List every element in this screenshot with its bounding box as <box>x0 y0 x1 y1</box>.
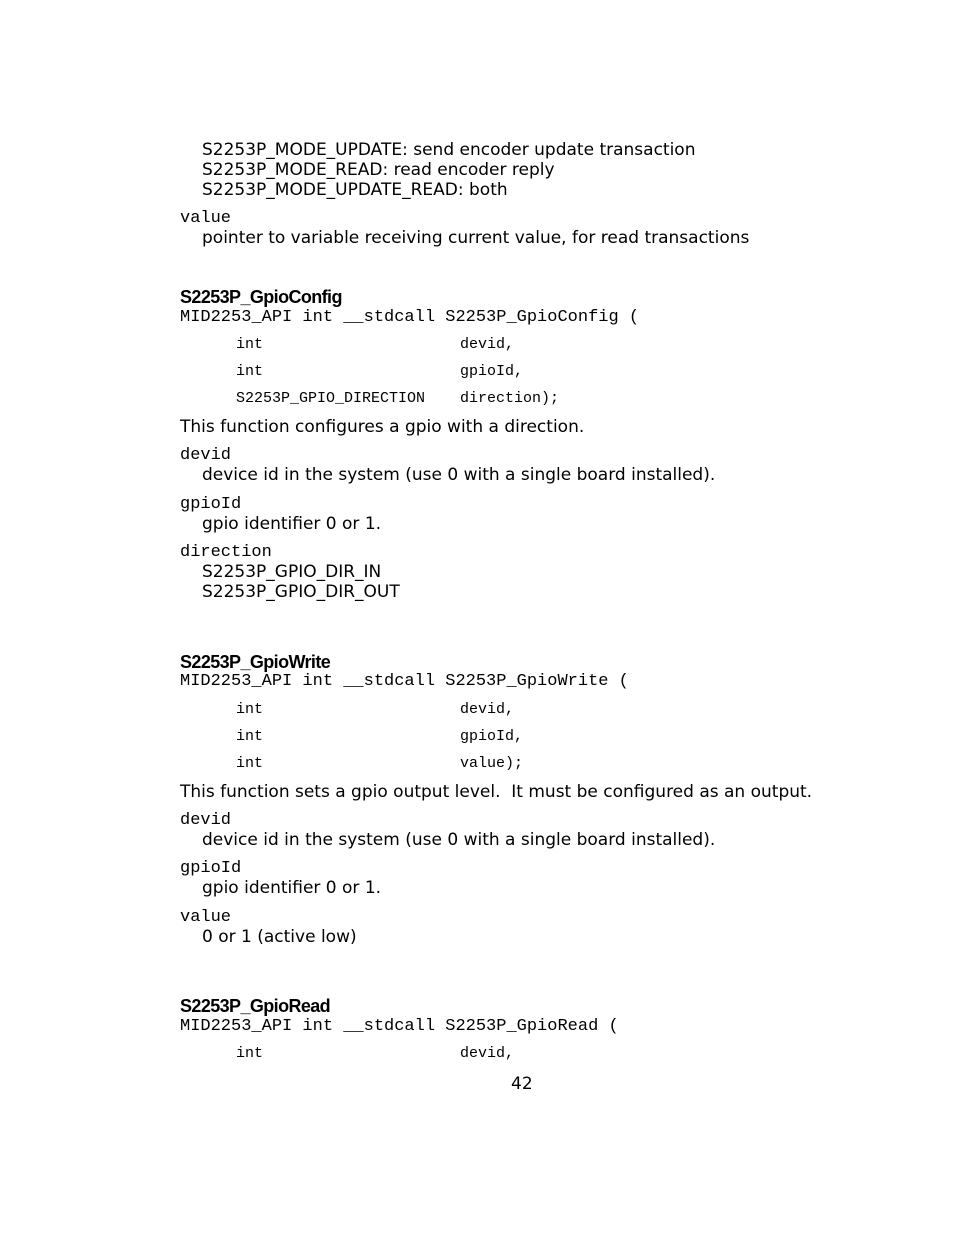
param-description: device id in the system (use 0 with a single board installed). <box>202 830 716 850</box>
arg-type: int <box>236 755 264 772</box>
arg-type: int <box>236 363 264 380</box>
function-heading: S2253P_GpioConfig <box>180 287 342 307</box>
arg-name: gpioId, <box>460 728 524 745</box>
function-heading: S2253P_GpioRead <box>180 996 331 1016</box>
function-signature: MID2253_API int __stdcall S2253P_GpioRead ( <box>180 1017 619 1036</box>
function-signature: MID2253_API int __stdcall S2253P_GpioWrite ( <box>180 672 629 691</box>
arg-type: int <box>236 701 264 718</box>
param-description: 0 or 1 (active low) <box>202 927 357 947</box>
param-name: gpioId <box>180 859 242 878</box>
param-name: value <box>180 908 232 927</box>
function-description: This function sets a gpio output level. It must be configured as an output. <box>180 782 813 802</box>
param-name: devid <box>180 811 232 830</box>
param-name: direction <box>180 543 272 562</box>
mode-item: S2253P_MODE_UPDATE: send encoder update transaction <box>202 140 696 160</box>
function-description: This function configures a gpio with a direction. <box>180 417 585 437</box>
param-description: S2253P_GPIO_DIR_OUT <box>202 582 400 602</box>
param-name: value <box>180 209 232 228</box>
param-description: gpio identifier 0 or 1. <box>202 878 382 898</box>
param-description: S2253P_GPIO_DIR_IN <box>202 562 382 582</box>
param-description: gpio identifier 0 or 1. <box>202 514 382 534</box>
param-name: devid <box>180 446 232 465</box>
param-description: pointer to variable receiving current value, for read transactions <box>202 228 750 248</box>
arg-type: S2253P_GPIO_DIRECTION <box>236 390 426 407</box>
mode-item: S2253P_MODE_READ: read encoder reply <box>202 160 555 180</box>
arg-name: devid, <box>460 701 515 718</box>
function-signature: MID2253_API int __stdcall S2253P_GpioConfig ( <box>180 308 640 327</box>
arg-type: int <box>236 728 264 745</box>
page-number: 42 <box>511 1074 533 1094</box>
arg-name: value); <box>460 755 524 772</box>
arg-type: int <box>236 336 264 353</box>
arg-name: devid, <box>460 1045 515 1062</box>
param-description: device id in the system (use 0 with a single board installed). <box>202 465 716 485</box>
arg-name: gpioId, <box>460 363 524 380</box>
function-heading: S2253P_GpioWrite <box>180 652 331 672</box>
mode-item: S2253P_MODE_UPDATE_READ: both <box>202 180 508 200</box>
param-name: gpioId <box>180 495 242 514</box>
arg-type: int <box>236 1045 264 1062</box>
arg-name: devid, <box>460 336 515 353</box>
arg-name: direction); <box>460 390 560 407</box>
